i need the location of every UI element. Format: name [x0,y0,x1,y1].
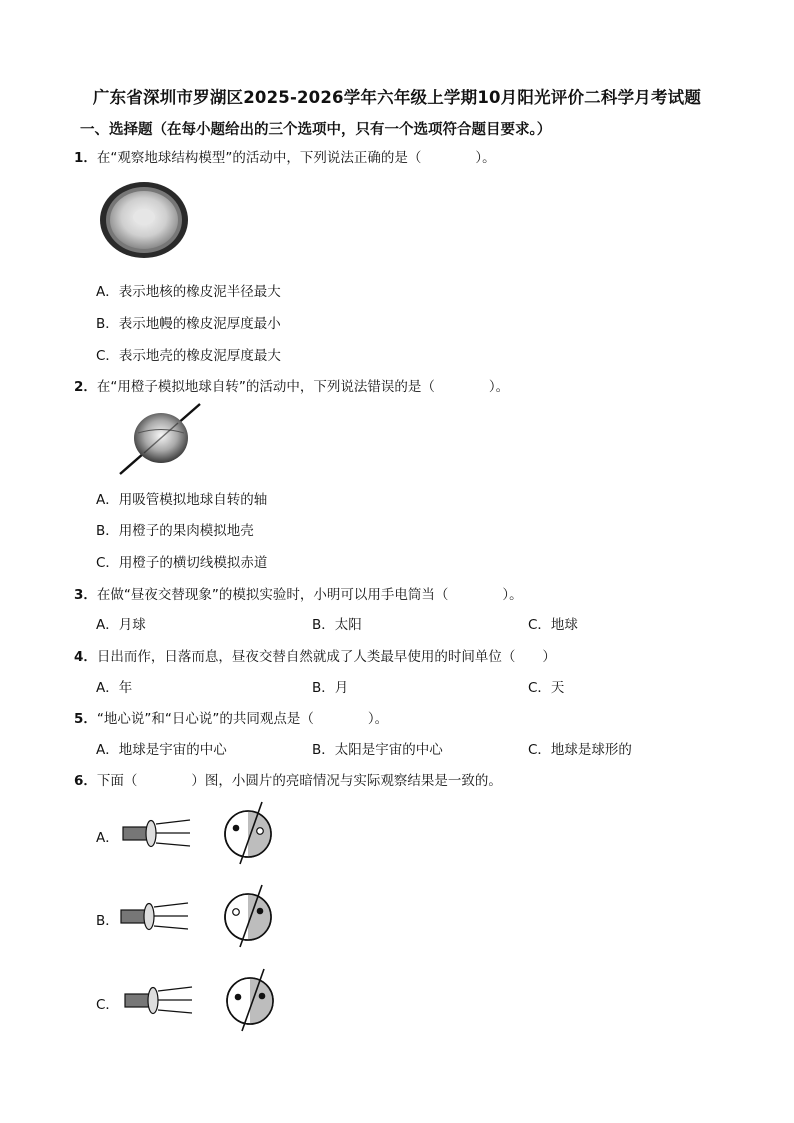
question-4 [74,645,556,665]
question-stem: 在“用橙子模拟地球自转”的活动中，下列说法错误的是（ ）。 [96,379,510,395]
question-number: 6． [74,773,97,789]
option-c: C．用橙子的横切线模拟赤道 [96,555,268,571]
question-stem: 在“观察地球结构模型”的活动中，下列说法正确的是（ ）。 [96,150,496,166]
orange-with-straw-image [116,400,206,482]
question-number: 3． [74,587,97,603]
question-stem: “地心说”和“日心说”的共同观点是（ ）。 [96,711,389,727]
option-b: B．用橙子的果肉模拟地壳 [96,523,254,539]
option-c: C．天 [528,680,565,696]
flashlight-disc-figure-b [118,883,278,955]
question-number: 2． [74,379,97,395]
question-2 [74,375,509,395]
section-heading: 一、选择题（在每小题给出的三个选项中，只有一个选项符合题目要求。） [80,122,552,138]
question-stem: 在做“昼夜交替现象”的模拟实验时，小明可以用手电筒当（ ）。 [96,587,523,603]
option-c: C．表示地壳的橡皮泥厚度最大 [96,348,281,364]
option-b: B．月 [312,680,349,696]
option-a: A． [96,830,119,846]
question-number: 5． [74,711,97,727]
question-number: 4． [74,649,97,665]
option-a: A．地球是宇宙的中心 [96,742,227,758]
page-title: 广东省深圳市罗湖区2025-2026学年六年级上学期10月阳光评价二科学月考试题 [92,88,702,107]
flashlight-disc-figure-a [120,800,280,872]
option-c: C． [96,997,119,1013]
option-a: A．年 [96,680,133,696]
option-b: B．太阳 [312,617,362,633]
option-a: A．月球 [96,617,146,633]
option-a: A．用吸管模拟地球自转的轴 [96,492,268,508]
question-stem: 日出而作，日落而息，昼夜交替自然就成了人类最早使用的时间单位（ ） [96,649,556,665]
question-stem: 下面（ ）图，小圆片的亮暗情况与实际观察结果是一致的。 [96,773,502,789]
option-c: C．地球 [528,617,578,633]
question-1 [74,146,496,166]
flashlight-disc-figure-c [122,967,282,1039]
question-5 [74,707,388,727]
question-3 [74,583,523,603]
earth-structure-model-image [98,180,190,264]
option-b: B．表示地幔的橡皮泥厚度最小 [96,316,281,332]
option-a: A．表示地核的橡皮泥半径最大 [96,284,281,300]
question-number: 1． [74,150,97,166]
question-6 [74,769,502,789]
option-b: B．太阳是宇宙的中心 [312,742,443,758]
option-b: B． [96,913,119,929]
option-c: C．地球是球形的 [528,742,632,758]
